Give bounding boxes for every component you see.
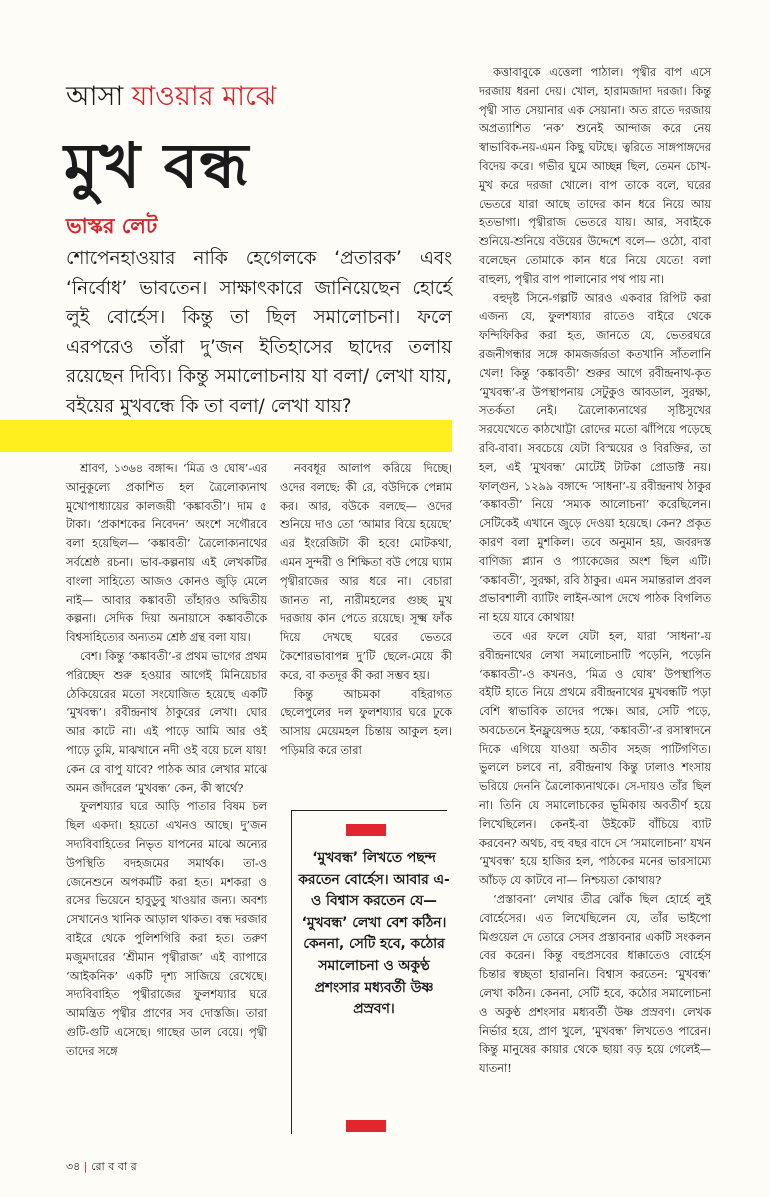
author-byline: ভাস্কর লেট [66, 214, 158, 238]
footer-separator: | [83, 1160, 88, 1173]
paragraph: কিন্তু আচমকা বহিরাগত ছেলেপুলের দল ফুলশয্যার ঘরে ঢুকে আসায় মেয়েমহল চিন্তায় আকুল হল। পড়িমরি করে তারা [280, 687, 452, 757]
body-column-3 [479, 64, 711, 1079]
article-headline: মুখ বন্ধ [64, 129, 250, 202]
magazine-name: রো ব বা র [91, 1160, 137, 1173]
pull-quote: ‘মুখবন্ধ’ লিখতে পছন্দ করতেন বোর্হেস। আবার এ-ও বিশ্বাস করতেন যে— ‘মুখবন্ধ’ লেখা বেশ কঠিন। কেননা, সেটি হবে, কঠোর সমালোচনা ও অকুণ্ঠ প্রশংসার মধ্যবর্তী উষ্ণ প্রস্রবণ। [298, 850, 450, 1018]
yellow-highlight-band [0, 420, 452, 452]
paragraph: শ্রাবণ, ১৩৬৪ বঙ্গাব্দ। ‘মিত্র ও ঘোষ’-এর আনুকূল্যে প্রকাশিত হল ত্রৈলোক্যনাথ মুখোপাধ্যায়ের কালজয়ী ‘কঙ্কাবতী’। দাম ৫ টাকা। ‘প্রকাশকের নিবেদন’ অংশে সগৌরবে বলা হয়েছিল— ‘কঙ্কাবতী’ ত্রৈলোক্যনাথের সর্বশ্রেষ্ঠ রচনা। ভাব-কল্পনায় এই লেখকটির বাংলা সাহিত্যে আজও কোনও জুড়ি মেলে নাই— আবার কঙ্কাবতী তাঁহারও অদ্বিতীয় কল্পনা। সেদিক দিয়া অনায়াসে কঙ্কাবতীকে বিশ্বসাহিত্যের অন্যতম শ্রেষ্ঠ গ্রন্থ বলা যায়। [66, 462, 267, 645]
paragraph: বহুদৃষ্ট সিনে-গল্পটি আরও একবার রিপিট করা এজন্য যে, ফুলশয্যার রাতেও বাইরে থেকে ফন্দিফিকির করা হত, জানতে যে, ভেতরঘরে রজনীগন্ধার সঙ্গে কামজর্জরতা কতখানি সাঁতলানি খেল! কিন্তু ‘কঙ্কাবতী’ শুরুর আগে রবীন্দ্রনাথ-কৃত ‘মুখবন্ধ’-র উপস্থাপনায় সেটুকুও আবডাল, সুরক্ষা, সতর্কতা নেই। ত্রৈলোক্যনাথের সৃষ্টিসুখের সরযেখেতে কাঠখোট্টা রোদের মতো ঝাঁপিয়ে পড়েছে রবি-বাবা। সবচেয়ে যেটা বিস্ময়ের ও বিরক্তির, তা হল, এই ‘মুখবন্ধ’ মোটেই টাটকা প্রোডাক্ট নয়। ফাল্গুন, ১২৯৯ বঙ্গাব্দে ‘সাধনা’-য় রবীন্দ্রনাথ ঠাকুর ‘কঙ্কাবতী’ নিয়ে ‘সম্যক আলোচনা’ করেছিলেন। সেটিকেই এখানে জুড়ে দেওয়া হয়েছে। কেন? প্রকৃত কারণ বলা মুশকিল। তবে অনুমান হয়, জবরদস্ত বাণিজ্য প্ল্যান ও প্যাকেজের অংশ ছিল এটি। ‘কঙ্কাবতী’, সুরক্ষা, রবি ঠাকুর। এমন সমান্তরাল প্রবল প্রভাবশালী ব্যাটিং লাইন-আপ দেখে পাঠক বিগলিত না হয়ে যাবে কোথায়! [479, 291, 711, 625]
paragraph: ‘প্রস্তাবনা’ লেখার তীব্র ঝোঁক ছিল হোর্হে লুই বোর্হেসের। এত লিখেছিলেন যে, তাঁর ভাইপো মিগুয়েল দে তোরে সেসব প্রস্তাবনার একটি সংকলন বের করেন। কিন্তু বহুপ্রসবের ধাক্কাতেও বোর্হেস চিন্তার স্বচ্ছতা হারাননি। বিশ্বাস করতেন: ‘মুখবন্ধ’ লেখা কঠিন। কেননা, সেটি হবে, কঠোর সমালোচনা ও অকুণ্ঠ প্রশংসার মধ্যবর্তী উষ্ণ প্রস্রবণ। লেখক নির্ভার হয়ে, প্রাণ খুলে, ‘মুখবন্ধ’ লিখতেও পারেন। কিন্তু মানুষের কায়ার থেকে ছায়া বড় হয়ে গেলেই— যাতনা! [479, 893, 711, 1076]
body-column-2 [280, 460, 452, 761]
paragraph: তবে এর ফলে যেটা হল, যারা ‘সাধনা’-য় রবীন্দ্রনাথের লেখা সমালোচনাটি পড়েনি, পড়েনি ‘কঙ্কাবতী’-ও কখনও, ‘মিত্র ও ঘোষ’ উপস্থাপিত বইটি হাতে নিয়ে প্রথমে রবীন্দ্রনাথের মুখবন্ধটি পড়া বেশি স্বাভাবিক তাদের পক্ষে। আর, সেটি পড়ে, অবচেতনে ইনফ্লুয়েন্সড হয়ে, ‘কঙ্কাবতী’-র রসাস্বাদনে দিকে এগিয়ে যাওয়া অতীব সহজ পাটিগণিত। ভুললে চলবে না, রবীন্দ্রনাথ কিন্তু ঢালাও শংসায় ভরিয়ে দেননি ত্রৈলোক্যনাথকে। সে-দায়ও তাঁর ছিল না। তিনি যে সমালোচকের ভূমিকায় অবতীর্ণ হয়ে লিখেছিলেন। কেনই-বা উইকেট বাঁচিয়ে ব্যাট করবেন? অথচ, বহু বছর বাদে সে ‘সমালোচনা’ যখন ‘মুখবন্ধ’ হয়ে হাজির হল, পাঠকের মনের ভারসাম্যে আঁচড় যে কাটবে না— নিশ্চয়তা কোথায়? [479, 629, 711, 888]
paragraph: কত্তাবাবুকে এত্তেলা পাঠাল। পৃথ্বীর বাপ এসে দরজায় ধরনা দেয়। খোল, হারামজাদা দরজা। কিন্তু পৃথ্বী সাত সেয়ানার এক সেয়ানা। অত রাতে দরজায় অপ্রত্যাশিত ‘নক’ শুনেই আন্দাজ করে নেয় স্বাভাবিক-নয়-এমন কিছু ঘটছে। ত্বরিতে সাঙ্গপাঙ্গদের বিদেয় করে। গভীর ঘুমে আচ্ছন্ন ছিল, তেমন চোখ-মুখ করে দরজা খোলে। বাপ তাকে বলে, ঘরের ভেতরে যারা আছে তাদের কান ধরে নিয়ে আয় হতভাগা। পৃথ্বীরাজ ভেতরে যায়। আর, সবাইকে শুনিয়ে-শুনিয়ে বউয়ের উদ্দেশে বলে— ওঠো, বাবা বলেছেন তোমাকে কান ধরে নিয়ে যেতে! বলা বাহুল্য, পৃথ্বীর বাপ পালানোর পথ পায় না। [479, 66, 711, 286]
kicker-part1: আসা [66, 81, 124, 112]
body-column-1 [66, 460, 267, 1062]
pull-quote-top-bar [346, 824, 386, 836]
paragraph: বেশ। কিন্তু ‘কঙ্কাবতী’-র প্রথম ভাগের প্রথম পরিচ্ছেদ শুরু হওয়ার আগেই মিনিয়েচার ঠেকিয়েরের মতো সংযোজিত হয়েছে একটি ‘মুখবন্ধ’। রবীন্দ্রনাথ ঠাকুরের লেখা। ঘোর আর কাটে না। এই পাড়ে আমি আর ওই পাড়ে তুমি, মাঝখানে নদী ওই বয়ে চলে যায়! কেন রে বাপু যাবে? পাঠক আর লেখার মাঝে অমন জাঁদরেল ‘মুখবন্ধ’ কেন, কী স্বার্থে? [66, 649, 267, 795]
pull-quote-bottom-bar [346, 1120, 386, 1132]
section-kicker [66, 80, 276, 114]
page-footer [66, 1160, 137, 1174]
kicker-part2: যাওয়ার মাঝে [131, 81, 277, 112]
intro-deck: শোপেনহাওয়ার নাকি হেগেলকে ‘প্রতারক’ এবং ‘নির্বোধ’ ভাবতেন। সাক্ষাৎকারে জানিয়েছেন হোর্হে লুই বোর্হেস। কিন্তু তা ছিল সমালোচনা। ফলে এরপরেও তাঁরা দু’জন ইতিহাসের ছাদের তলায় রয়েছেন দিব্যি। কিন্তু সমালোচনায় যা বলা/ লেখা যায়, বইয়ের মুখবন্ধে কি তা বলা/ লেখা যায়? [66, 248, 452, 417]
page-number: ৩৪ [66, 1160, 81, 1173]
paragraph: নববধূর আলাপ করিয়ে দিচ্ছে। ওদের বলছে: কী রে, বউদিকে পেন্নাম কর। আর, বউকে বলছে— ওদের শুনিয়ে দাও তো ‘আমার বিয়ে হয়েছে’ এর ইংরেজিটা কী হবে! মোটকথা, এমন সুন্দরী ও শিক্ষিতা বউ পেয়ে ঘ্যাম পৃথ্বীরাজের আর ধরে না। বেচারা জানত না, নারীমহলের গুচ্ছ মুখ দরজায় কান পেতে রয়েছে। সূক্ষ্ম ফাঁক দিয়ে দেখছে ঘরের ভেতরে কৈশোরভাবাপন্ন দু’টি ছেলে-মেয়ে কী করে, বা কতদূর কী করা সম্ভব হয়। [280, 462, 452, 682]
paragraph: ফুলশয্যার ঘরে আড়ি পাতার বিষম চল ছিল একদা। হয়তো এখনও আছে। দু’জন সদ্যবিবাহিতের নিভৃত যাপনের মাঝে অন্যের উপস্থিতি বদহজমের সমার্থক। তা-ও জেনেশুনে অপকর্মটি করা হত। মশকরা ও রসের ভিয়েনে হাবুডুবু খাওয়ার জন্য। অবশ্য সেখানেও খানিক আড়াল থাকত। বন্ধ দরজার বাইরে থেকে পুলিশগিরি করা হত। তরুণ মজুমদারের ‘শ্রীমান পৃথ্বীরাজ’ এই ব্যাপারে ‘আইকনিক’ একটি দৃশ্য সাজিয়ে রেখেছে। সদ্যবিবাহিত পৃথ্বীরাজের ফুলশয্যার ঘরে আমন্ত্রিত পৃথ্বীর প্রাণের সব দোস্তজি। তারা গুটি-গুটি এসেছে। গাছের ডাল বেয়ে। পৃথ্বী তাদের সঙ্গে [66, 800, 267, 1058]
